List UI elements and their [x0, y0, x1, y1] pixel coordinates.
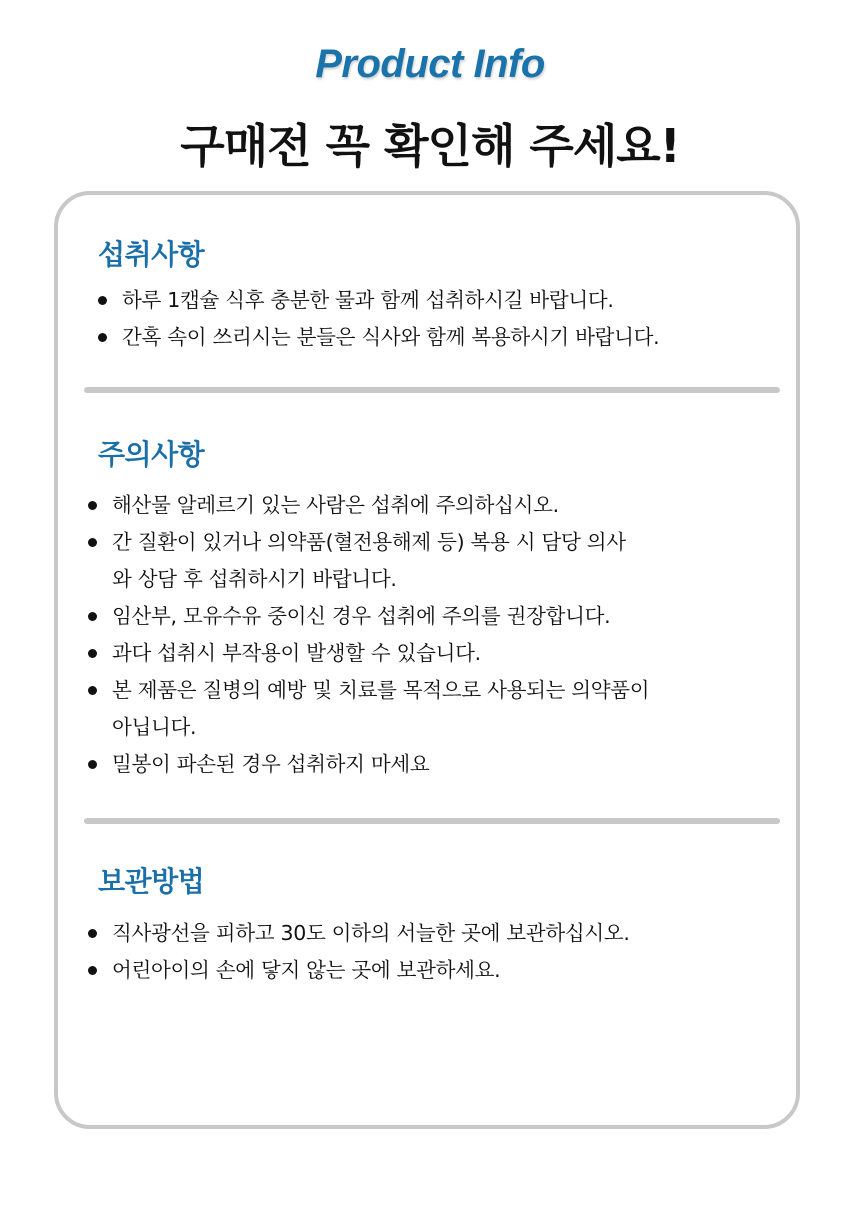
page-headline: 구매전 꼭 확인해 주세요!: [180, 119, 680, 173]
list-item: 밀봉이 파손된 경우 섭취하지 마세요: [86, 746, 649, 783]
section-divider: [84, 387, 780, 393]
info-card: [54, 191, 800, 1129]
list-item: 해산물 알레르기 있는 사람은 섭취에 주의하십시오.: [86, 487, 649, 524]
section-title-intake: 섭취사항: [98, 238, 205, 271]
list-item: 과다 섭취시 부작용이 발생할 수 있습니다.: [86, 635, 649, 672]
storage-list: [86, 915, 630, 989]
list-item: 직사광선을 피하고 30도 이하의 서늘한 곳에 보관하십시오.: [86, 915, 630, 952]
caution-list: [86, 487, 649, 783]
section-title-storage: 보관방법: [98, 865, 205, 898]
list-item: 간혹 속이 쓰리시는 분들은 식사와 함께 복용하시기 바랍니다.: [96, 319, 659, 356]
section-divider: [84, 818, 780, 824]
list-item: 어린아이의 손에 닿지 않는 곳에 보관하세요.: [86, 952, 630, 989]
section-title-caution: 주의사항: [98, 438, 205, 471]
intake-list: [96, 282, 659, 356]
list-item: 하루 1캡슐 식후 충분한 물과 함께 섭취하시길 바랍니다.: [96, 282, 659, 319]
brand-title: Product Info: [315, 42, 545, 86]
list-item: 간 질환이 있거나 의약품(혈전용해제 등) 복용 시 담당 의사 와 상담 후 섭취하시기 바랍니다.: [86, 524, 649, 598]
list-item: 임산부, 모유수유 중이신 경우 섭취에 주의를 권장합니다.: [86, 598, 649, 635]
list-item: 본 제품은 질병의 예방 및 치료를 목적으로 사용되는 의약품이 아닙니다.: [86, 672, 649, 746]
